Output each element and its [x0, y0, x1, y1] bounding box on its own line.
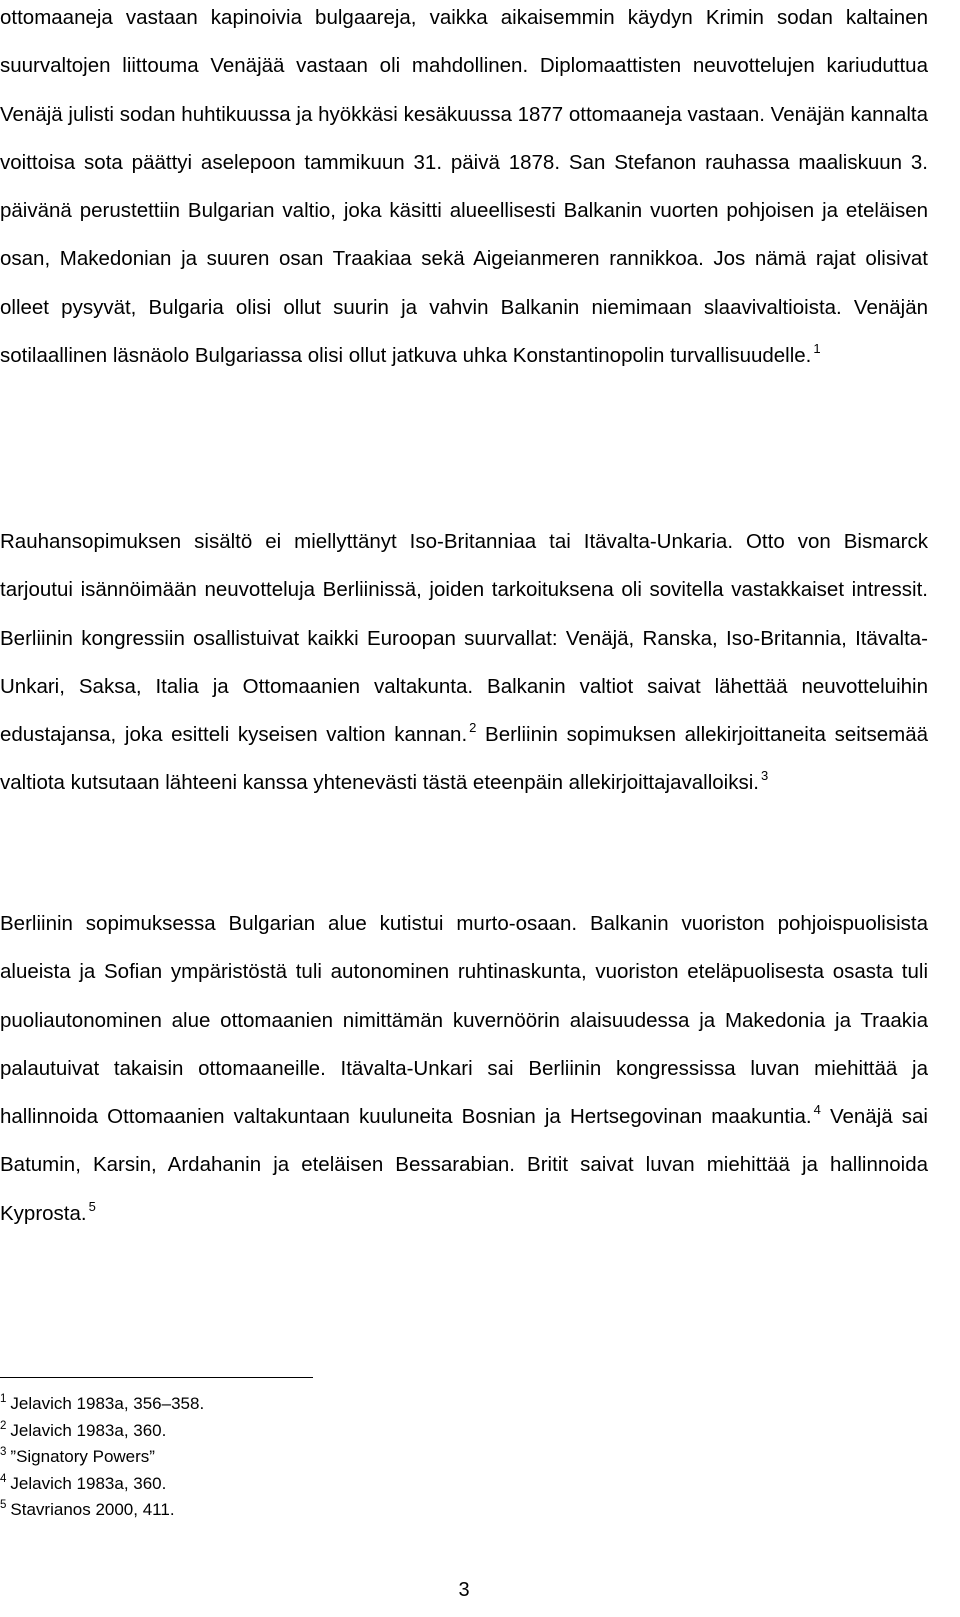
footnote-text: Jelavich 1983a, 360. — [10, 1473, 167, 1493]
footnote-text: Stavrianos 2000, 411. — [10, 1500, 175, 1519]
footnote-number: 4 — [0, 1472, 7, 1485]
paragraph-text: Berliinin sopimuksessa Bulgarian alue kutistui murto-osaan. Balkanin vuoriston pohjoispuolisista alueista ja Sofian ympäristöstä tuli autonominen ruhtinaskunta, vuoriston eteläpuolisesta osasta tuli puoliautonominen alue ottomaanien nimittämän kuvernöörin alaisuudessa ja Makedonia ja Traakia palautuivat takaisin ottomaaneille. Itävalta-Unkari sai Berliinin kongressissa luvan miehittää ja hallinnoida Ottomaanien valtakuntaan kuuluneita Bosnian ja Hertsegovinan maakuntia. — [0, 912, 928, 1129]
footnote-reference: 5 — [88, 1198, 96, 1214]
paragraph-text: Berliinin sopimuksen allekirjoittaneita seitsemää valtiota kutsutaan lähteeni kanssa yhtenevästi tästä eteenpäin allekirjoittajavalloiksi. — [0, 723, 928, 795]
footnote — [0, 1444, 204, 1471]
footnote-number: 3 — [0, 1446, 7, 1458]
paragraph-2 — [0, 518, 928, 808]
footnote-text: Jelavich 1983a, 356–358. — [10, 1394, 205, 1413]
footnote-list — [0, 1391, 204, 1524]
footnote-number: 2 — [0, 1419, 7, 1432]
footnote — [0, 1391, 204, 1418]
footnote — [0, 1418, 204, 1445]
footnote-reference: 1 — [813, 341, 821, 357]
footnote-reference: 2 — [469, 720, 477, 736]
footnote-reference: 4 — [813, 1102, 821, 1118]
page-number: 3 — [458, 1579, 470, 1601]
paragraph-text: Rauhansopimuksen sisältö ei miellyttänyt Iso-Britanniaa tai Itävalta-Unkaria. Otto von Bismarck tarjoutui isännöimään neuvotteluja Berliinissä, joiden tarkoituksena oli sovitella vastakkaiset intressit. Berliinin kongressiin osallistuivat kaikki Euroopan suurvallat: Venäjä, Ranska, Iso-Britannia, Itävalta-Unkari, Saksa, Italia ja Ottomaanien valtakunta. Balkanin valtiot saivat lähettää neuvotteluihin edustajansa, joka esitteli kyseisen valtion kannan. — [0, 530, 928, 747]
paragraph-text: Venäjä sai Batumin, Karsin, Ardahanin ja eteläisen Bessarabian. Britit saivat luvan miehittää ja hallinnoida Kyprosta. — [0, 1105, 928, 1225]
footnote — [0, 1471, 204, 1498]
footnote-reference: 3 — [760, 768, 769, 784]
paragraph-1 — [0, 0, 928, 380]
paragraph-3 — [0, 900, 928, 1238]
footnote-separator — [0, 1377, 313, 1378]
footnote — [0, 1497, 204, 1524]
footnote-text: Jelavich 1983a, 360. — [10, 1420, 167, 1440]
paragraph-text: ottomaaneja vastaan kapinoivia bulgaareja, vaikka aikaisemmin käydyn Krimin sodan kaltainen suurvaltojen liittouma Venäjää vastaan oli mahdollinen. Diplomaattisten neuvottelujen kariuduttua Venäjä julisti sodan huhtikuussa ja hyökkäsi kesäkuussa 1877 ottomaaneja vastaan. Venäjän kannalta voittoisa sota päättyi aselepoon tammikuun 31. päivä 1878. San Stefanon rauhassa maaliskuun 3. päivänä perustettiin Bulgarian valtio, joka käsitti alueellisesti Balkanin vuorten pohjoisen ja eteläisen osan, Makedonian ja suuren osan Traakiaa sekä Aigeianmeren rannikkoa. Jos nämä rajat olisivat olleet pysyvät, Bulgaria olisi ollut suurin ja vahvin Balkanin niemimaan slaavivaltioista. Venäjän sotilaallinen läsnäolo Bulgariassa olisi ollut jatkuva uhka Konstantinopolin turvallisuudelle. — [0, 6, 928, 368]
footnote-number: 5 — [0, 1499, 7, 1511]
footnote-text: ”Signatory Powers” — [10, 1447, 155, 1466]
footnote-number: 1 — [0, 1393, 7, 1405]
